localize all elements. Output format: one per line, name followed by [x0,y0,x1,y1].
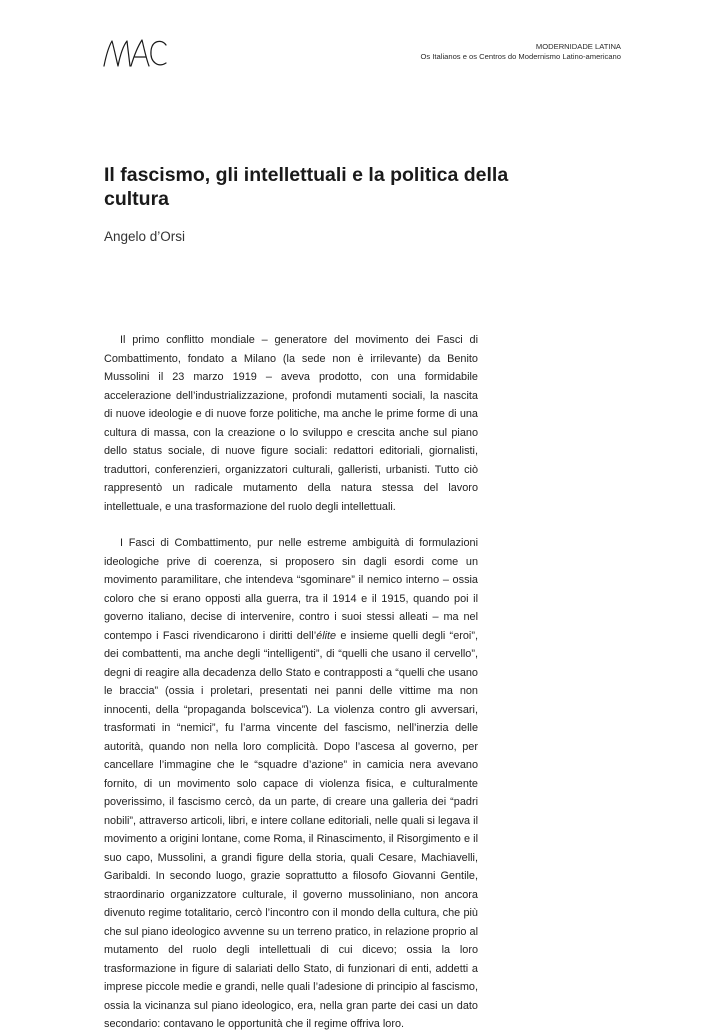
paragraph-2-italic: élite [316,629,337,642]
paragraph-2-part-a: I Fasci di Combattimento, pur nelle estreme ambiguità di formulazioni ideologiche prive di coerenza, si proposero sin dagli esordi come un movimento paramilitare, che intendeva “sgominare” il nemico interno – ossia coloro che si erano opposti alla guerra, tra il 1914 e il 1915, quando poi il governo italiano, decise di intervenire, contro i suoi stessi alleati – ma nel contempo i Fasci rivendicarono i diritti dell’ [104,537,478,642]
journal-subtitle: Os Italianos e os Centros do Modernismo Latino-americano [420,52,621,61]
article-body [104,331,478,1034]
journal-header [421,42,622,62]
mac-logo [100,36,170,70]
paragraph-2 [104,534,478,1034]
article-author: Angelo d’Orsi [104,229,186,244]
journal-title: MODERNIDADE LATINA [535,42,621,51]
paragraph-2-part-b: e insieme quelli degli “eroi”, dei combattenti, ma anche degli “intelligenti”, di “quelli che usano il cervello”, degni di reagire alla decadenza dello Stato e contrapposti a “quelli che usano le braccia” (ossia i proletari, presentati nei panni delle vittime ma non innocenti, della “propaganda bolscevica”). La violenza contro gli avversari, trasformati in “nemici”, fu l’arma vincente del fascismo, nell’inerzia delle autorità, quando non nella loro complicità. Dopo l’ascesa al governo, per cancellare l’immagine che le “squadre d’azione” in camicia nera avevano fornito, di un movimento solo capace di violenza fisica, e culturalmente poverissimo, il fascismo cercò, da un parte, di creare una galleria dei “padri nobili”, attraverso articoli, libri, e intere collane editoriali, nelle quali si legava il movimento a origini lontane, come Roma, il Rinascimento, il Risorgimento e il suo capo, Mussolini, a grandi figure della storia, quali Cesare, Machiavelli, Garibaldi. In secondo luogo, grazie soprattutto a filosofo Giovanni Gentile, straordinario organizzatore culturale, il governo mussoliniano, non ancora divenuto regime totalitario, cercò l’incontro con il mondo della cultura, che più che sul piano ideologico avvenne su un terreno pratico, in relazione proprio al mutamento del ruolo degli intellettuali di cui dicevo; ossia la loro trasformazione in figure di salariati dello Stato, di funzionari di enti, addetti a imprese piccole medie e grandi, nelle quali l’adesione di principio al fascismo, ossia la vicinanza sul piano ideologico, era, nella gran parte dei casi un dato secondario: contavano le opportunità che il regime offriva loro. [104,629,479,1030]
paragraph-1: Il primo conflitto mondiale – generatore del movimento dei Fasci di Combattimento, fondato a Milano (la sede non è irrilevante) da Benito Mussolini il 23 marzo 1919 – aveva prodotto, con una formidabile accelerazione dell’industrializzazione, profondi mutamenti sociali, la nascita di nuove ideologie e di nuove forze politiche, ma anche le prime forme di una cultura di massa, con la creazione o lo sviluppo e crescita anche sul piano dello status sociale, di nuove figure sociali: redattori editoriali, giornalisti, traduttori, conferenzieri, organizzatori culturali, galleristi, urbanisti. Tutto ciò rappresentò un radicale mutamento della natura stessa del lavoro intellettuale, e una trasformazione del ruolo degli intellettuali. [104,334,478,513]
mac-logo-mark [100,36,170,70]
article-title: Il fascismo, gli intellettuali e la politica della cultura [104,164,509,210]
